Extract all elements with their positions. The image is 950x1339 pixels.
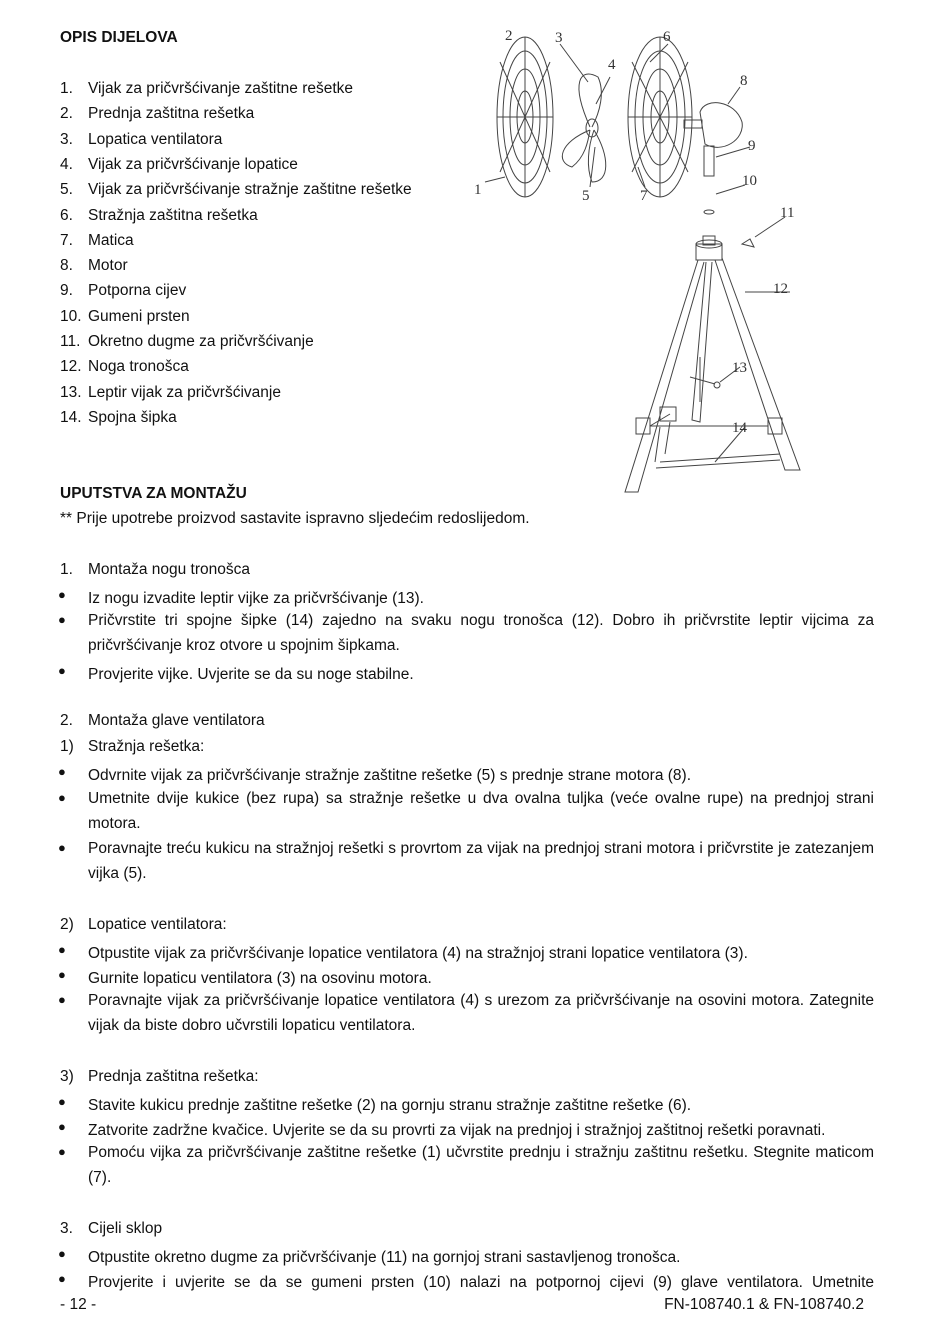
part-name: Vijak za pričvršćivanje zaštitne rešetke xyxy=(88,80,354,97)
diagram-label-14: 14 xyxy=(732,420,747,436)
front-grille-drawing xyxy=(497,37,553,197)
diagram-label-2: 2 xyxy=(505,28,513,44)
part-number: 6. xyxy=(60,206,73,224)
sub-1-step-2: Umetnite dvije kukice (bez rupa) sa stražnje rešetke u dva ovalna tuljka (veće ovalne rupe) na prednjoj strani motora. xyxy=(88,790,874,833)
back-grille-drawing xyxy=(628,37,692,197)
diagram-label-11: 11 xyxy=(780,205,795,221)
sub-2-step-2: Gurnite lopaticu ventilatora (3) na osovinu motora. xyxy=(88,970,432,987)
part-name: Spojna šipka xyxy=(88,408,177,426)
diagram-label-13: 13 xyxy=(732,360,747,376)
bullet: ● xyxy=(58,663,66,678)
bullet: ● xyxy=(58,587,66,602)
part-number: 3. xyxy=(60,130,73,148)
part-name: Lopatica ventilatora xyxy=(88,130,223,148)
diagram-label-12: 12 xyxy=(773,281,788,297)
bullet: ● xyxy=(58,790,66,805)
fan-exploded-diagram xyxy=(460,22,810,502)
bullet: ● xyxy=(58,967,66,982)
section-1-step-2: Pričvrstite tri spojne šipke (14) zajedno na svaku nogu tronošca (12). Dobro ih pričvrstite leptir vijcima za pričvršćivanje kroz otvore u spojnim šipkama. xyxy=(88,612,874,655)
model-number: FN-108740.1 & FN-108740.2 xyxy=(664,1296,864,1313)
section-3-step-1: Otpustite okretno dugme za pričvršćivanje (11) na gornjoj strani sastavljenog tronošca. xyxy=(88,1249,681,1266)
part-number: 4. xyxy=(60,155,73,173)
diagram-label-8: 8 xyxy=(740,73,748,89)
sub-1-number: 1) xyxy=(60,738,74,755)
bullet: ● xyxy=(58,612,66,627)
sub-2-step-1: Otpustite vijak za pričvršćivanje lopatice ventilatora (4) na stražnjoj strani lopatice ventilatora (3). xyxy=(88,945,748,962)
section-1-number: 1. xyxy=(60,561,73,578)
diagram-label-5: 5 xyxy=(582,188,590,204)
parts-title: OPIS DIJELOVA xyxy=(60,29,178,46)
part-name: Okretno dugme za pričvršćivanje xyxy=(88,333,314,350)
sub-1-step-1: Odvrnite vijak za pričvršćivanje stražnje zaštitne rešetke (5) s prednje strane motora (8). xyxy=(88,767,692,784)
part-number: 10. xyxy=(60,307,82,325)
part-number: 1. xyxy=(60,80,73,97)
diagram-label-4: 4 xyxy=(608,57,616,73)
bullet: ● xyxy=(58,840,66,855)
assembly-intro: ** Prije upotrebe proizvod sastavite ispravno sljedećim redoslijedom. xyxy=(60,510,530,527)
bullet: ● xyxy=(58,1271,66,1286)
sub-1-heading: Stražnja rešetka: xyxy=(88,738,205,755)
tripod-drawing xyxy=(625,236,800,492)
part-number: 11. xyxy=(60,333,81,350)
bullet: ● xyxy=(58,992,66,1007)
diagram-label-9: 9 xyxy=(748,138,756,154)
part-number: 7. xyxy=(60,231,73,249)
section-3-number: 3. xyxy=(60,1220,73,1237)
bullet: ● xyxy=(58,1119,66,1134)
part-number: 13. xyxy=(60,383,82,401)
bullet: ● xyxy=(58,1144,66,1159)
section-1-heading: Montaža nogu tronošca xyxy=(88,561,250,578)
sub-3-number: 3) xyxy=(60,1068,74,1085)
assembly-title: UPUTSTVA ZA MONTAŽU xyxy=(60,485,247,502)
section-3-step-2: Provjerite i uvjerite se da se gumeni prsten (10) nalazi na potpornoj cijevi (9) glave ventilatora. Umetnite xyxy=(88,1274,874,1291)
sub-2-number: 2) xyxy=(60,916,74,933)
diagram-label-6: 6 xyxy=(663,29,671,45)
fan-blade-drawing xyxy=(562,74,605,182)
section-2-heading: Montaža glave ventilatora xyxy=(88,712,265,729)
section-1-step-3: Provjerite vijke. Uvjerite se da su noge stabilne. xyxy=(88,666,414,683)
sub-3-step-2: Zatvorite zadržne kvačice. Uvjerite se da su provrti za vijak na prednjoj i stražnjoj zaštitnoj rešetki poravnati. xyxy=(88,1122,826,1139)
bullet: ● xyxy=(58,942,66,957)
bullet: ● xyxy=(58,1094,66,1109)
part-name: Stražnja zaštitna rešetka xyxy=(88,206,258,224)
sub-3-step-1: Stavite kukicu prednje zaštitne rešetke (2) na gornju stranu stražnje zaštitne rešetke (6). xyxy=(88,1097,692,1114)
part-name: Gumeni prsten xyxy=(88,307,190,325)
part-number: 8. xyxy=(60,257,73,275)
section-3-heading: Cijeli sklop xyxy=(88,1220,163,1237)
part-name: Prednja zaštitna rešetka xyxy=(88,105,255,123)
part-number: 5. xyxy=(60,181,73,199)
part-name: Vijak za pričvršćivanje stražnje zaštitne rešetke xyxy=(88,181,412,199)
part-number: 14. xyxy=(60,408,82,426)
diagram-label-7: 7 xyxy=(640,188,648,204)
part-number: 12. xyxy=(60,358,82,376)
part-name: Matica xyxy=(88,231,134,249)
part-number: 2. xyxy=(60,105,73,123)
bullet: ● xyxy=(58,1246,66,1261)
part-name: Motor xyxy=(88,257,128,275)
diagram-labels xyxy=(474,28,794,436)
sub-1-step-3: Poravnajte treću kukicu na stražnjoj rešetki s provrtom za vijak na prednjoj strani motora i pričvrstite je zatezanjem vijka (5). xyxy=(88,840,874,883)
diagram-label-1: 1 xyxy=(474,182,482,198)
section-2-number: 2. xyxy=(60,712,73,729)
sub-2-step-3: Poravnajte vijak za pričvršćivanje lopatice ventilatora (4) s urezom za pričvršćivanje na osovini motora. Zategnite vijak da biste dobro učvrstili lopaticu ventilatora. xyxy=(88,992,874,1035)
motor-drawing xyxy=(684,87,742,147)
bullet: ● xyxy=(58,764,66,779)
sub-2-heading: Lopatice ventilatora: xyxy=(88,916,227,933)
part-name: Vijak za pričvršćivanje lopatice xyxy=(88,155,298,173)
part-number: 9. xyxy=(60,282,73,300)
page-number: - 12 - xyxy=(60,1296,97,1313)
diagram-label-10: 10 xyxy=(742,173,757,189)
part-name: Potporna cijev xyxy=(88,282,187,300)
sub-3-heading: Prednja zaštitna rešetka: xyxy=(88,1068,259,1085)
part-name: Noga tronošca xyxy=(88,358,189,376)
diagram-label-3: 3 xyxy=(555,30,563,46)
section-1-step-1: Iz nogu izvadite leptir vijke za pričvršćivanje (13). xyxy=(88,590,424,607)
sub-3-step-3: Pomoću vijka za pričvršćivanje zaštitne rešetke (1) učvrstite prednju i stražnju zaštitnu rešetku. Stegnite maticom (7). xyxy=(88,1144,874,1187)
part-name: Leptir vijak za pričvršćivanje xyxy=(88,383,281,401)
